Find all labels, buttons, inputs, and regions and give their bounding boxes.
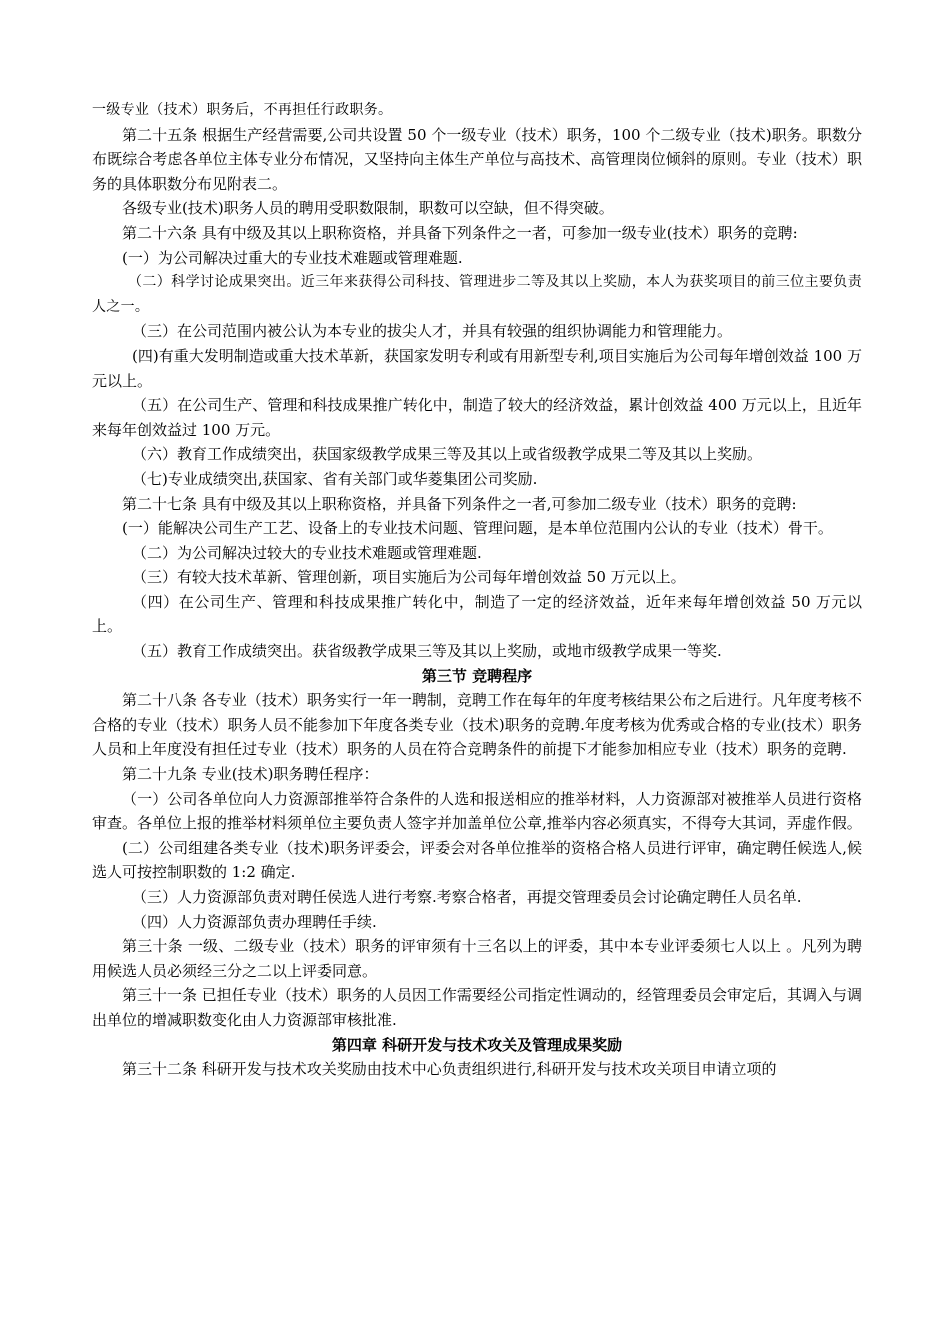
paragraph: 各级专业(技术)职务人员的聘用受职数限制，职数可以空缺，但不得突破。: [122, 199, 614, 218]
list-item: （五）教育工作成绩突出。获省级教学成果三等及其以上奖励，或地市级教学成果一等奖.: [132, 642, 722, 661]
article-30: 第三十条 一级、二级专业（技术）职务的评审须有十三名以上的评委，其中本专业评委须七人以上 。凡列为聘用候选人员必须经三分之二以上评委同意。: [92, 937, 862, 980]
list-item: （七)专业成绩突出,获国家、省有关部门或华菱集团公司奖励.: [132, 469, 538, 488]
list-item: （一）公司各单位向人力资源部推举符合条件的人选和报送相应的推举材料，人力资源部对被推举人员进行资格审查。各单位上报的推举材料须单位主要负责人签字并加盖单位公章,推举内容必须真实，不得夸大其词，弄虚作假。: [92, 789, 862, 833]
article-26: 第二十六条 具有中级及其以上职称资格，并具备下列条件之一者，可参加一级专业(技术）职务的竞聘:: [122, 223, 798, 242]
list-item: (一）能解决公司生产工艺、设备上的专业技术问题、管理问题，是本单位范围内公认的专业（技术）骨干。: [122, 519, 833, 538]
list-item: （四）在公司生产、管理和科技成果推广转化中，制造了一定的经济效益，近年来每年增创效益 50 万元以上。: [92, 592, 862, 636]
article-27: 第二十七条 具有中级及其以上职称资格，并具备下列条件之一者,可参加二级专业（技术）职务的竞聘:: [122, 494, 797, 513]
list-item: （五）在公司生产、管理和科技成果推广转化中，制造了较大的经济效益，累计创效益 400 万元以上，且近年来每年创效益过 100 万元。: [92, 396, 862, 439]
list-item: (一）为公司解决过重大的专业技术难题或管理难题.: [122, 248, 463, 267]
list-item: （三）有较大技术革新、管理创新，项目实施后为公司每年增创效益 50 万元以上。: [132, 568, 686, 587]
list-item: (二）公司组建各类专业（技术)职务评委会，评委会对各单位推举的资格合格人员进行评审，确定聘任候选人,候选人可按控制职数的 1:2 确定.: [92, 838, 862, 882]
document-page: [92, 98, 862, 1082]
chapter-heading: 第四章 科研开发与技术攻关及管理成果奖励: [331, 1035, 623, 1054]
article-25: 第二十五条 根据生产经营需要,公司共设置 50 个一级专业（技术）职务，100 个二级专业（技术)职务。职数分布既综合考虑各单位主体专业分布情况，又坚持向主体生产单位与高技术、高管理岗位倾斜的原则。专业（技术）职务的具体职数分布见附表二。: [92, 125, 862, 193]
list-item: （二）科学讨论成果突出。近三年来获得公司科技、管理进步二等及其以上奖励，本人为获奖项目的前三位主要负责人之一。: [92, 274, 862, 315]
paragraph: 一级专业（技术）职务后，不再担任行政职务。: [92, 102, 393, 118]
list-item: （三）人力资源部负责对聘任侯选人进行考察.考察合格者，再提交管理委员会讨论确定聘任人员名单.: [132, 888, 802, 906]
article-32: 第三十二条 科研开发与技术攻关奖励由技术中心负责组织进行,科研开发与技术攻关项目申请立项的: [122, 1060, 777, 1079]
list-item: （四）人力资源部负责办理聘任手续.: [132, 912, 377, 931]
section-heading: 第三节 竞聘程序: [421, 666, 533, 685]
article-28: 第二十八条 各专业（技术）职务实行一年一聘制，竞聘工作在每年的年度考核结果公布之后进行。凡年度考核不合格的专业（技术）职务人员不能参加下年度各类专业（技术)职务的竞聘.年度考核为优秀或合格的专业(技术）职务人员和上年度没有担任过专业（技术）职务的人员在符合竞聘条件的前提下才能参加相应专业（技术）职务的竞聘.: [92, 691, 862, 759]
list-item: （二）为公司解决过较大的专业技术难题或管理难题.: [132, 543, 482, 562]
list-item: （三）在公司范围内被公认为本专业的拔尖人才，并具有较强的组织协调能力和管理能力。: [132, 322, 733, 341]
article-31: 第三十一条 已担任专业（技术）职务的人员因工作需要经公司指定性调动的，经管理委员会审定后，其调入与调出单位的增减职数变化由人力资源部审核批准.: [92, 986, 862, 1029]
list-item: (四)有重大发明制造或重大技术革新，获国家发明专利或有用新型专利,项目实施后为公司每年增创效益 100 万元以上。: [92, 346, 862, 390]
article-29: 第二十九条 专业(技术)职务聘任程序：: [122, 765, 379, 784]
list-item: （六）教育工作成绩突出，获国家级教学成果三等及其以上或省级教学成果二等及其以上奖励。: [132, 445, 763, 464]
